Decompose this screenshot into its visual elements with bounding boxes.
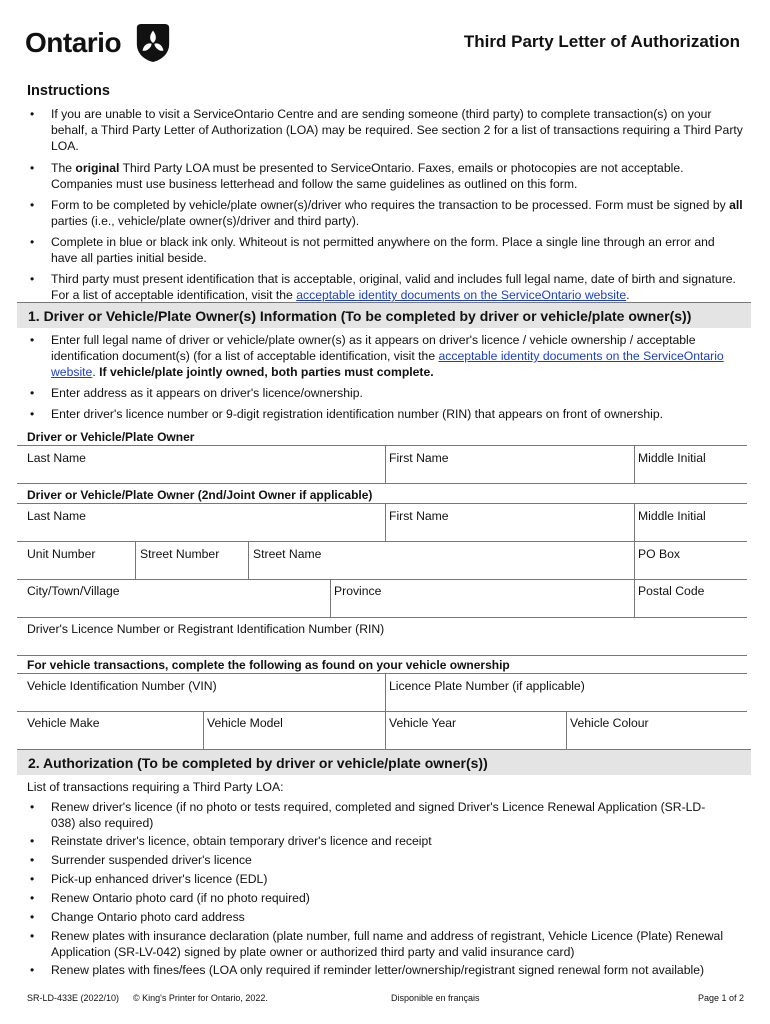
province-label: Province xyxy=(334,584,382,598)
owner2-heading: Driver or Vehicle/Plate Owner (2nd/Joint Owner if applicable) xyxy=(27,488,373,502)
section1-instructions xyxy=(27,332,743,422)
vehicle-model-field[interactable] xyxy=(204,732,384,748)
document-title: Third Party Letter of Authorization xyxy=(463,32,740,51)
first-name-field-2[interactable] xyxy=(386,524,633,540)
transactions-intro: List of transactions requiring a Third Party LOA: xyxy=(27,780,284,794)
unit-number-field[interactable] xyxy=(18,562,134,578)
transactions-list xyxy=(27,799,727,978)
instruction-item: • Complete in blue or black ink only. Whiteout is not permitted anywhere on the form. Place a single line through an error and have all parties initial beside. xyxy=(27,234,743,266)
licence-number-label: Driver's Licence Number or Registrant Identification Number (RIN) xyxy=(27,622,385,636)
trillium-logo-icon xyxy=(134,23,172,63)
ontario-wordmark: Ontario xyxy=(25,27,122,58)
page-number: Page 1 of 2 xyxy=(697,993,744,1003)
copyright: © King's Printer for Ontario, 2022. xyxy=(133,993,268,1003)
vehicle-colour-field[interactable] xyxy=(567,732,747,748)
transaction-item: • Renew Ontario photo card (if no photo required) xyxy=(27,890,727,906)
vehicle-colour-label: Vehicle Colour xyxy=(570,716,649,730)
section2-header: 2. Authorization (To be completed by driver or vehicle/plate owner(s)) xyxy=(17,749,751,775)
middle-initial-field[interactable] xyxy=(635,466,747,482)
vehicle-model-label: Vehicle Model xyxy=(207,716,283,730)
instruction-item: • If you are unable to visit a ServiceOntario Centre and are sending someone (third party) to complete transaction(s) on your behalf, a Third Party Letter of Authorization (LOA) may be required. See section 2 for a list of transactions requiring a Third Party LOA. xyxy=(27,106,743,154)
section1-header: 1. Driver or Vehicle/Plate Owner(s) Information (To be completed by driver or vehicle/plate owner(s)) xyxy=(17,302,751,328)
vehicle-heading: For vehicle transactions, complete the following as found on your vehicle ownership xyxy=(27,658,510,672)
section1-instruction-item: • Enter driver's licence number or 9-digit registration identification number (RIN) that appears on front of ownership. xyxy=(27,406,743,422)
vehicle-year-label: Vehicle Year xyxy=(389,716,457,730)
city-field[interactable] xyxy=(18,600,329,616)
vehicle-year-field[interactable] xyxy=(386,732,565,748)
vin-field[interactable] xyxy=(18,694,384,710)
instruction-item: • The original Third Party LOA must be presented to ServiceOntario. Faxes, emails or photocopies are not acceptable. Companies must use business letterhead and follow the same guidelines as outlined on this form. xyxy=(27,160,743,192)
street-name-field[interactable] xyxy=(249,562,633,578)
owner-heading: Driver or Vehicle/Plate Owner xyxy=(27,430,195,444)
postal-code-label: Postal Code xyxy=(638,584,705,598)
vehicle-make-label: Vehicle Make xyxy=(27,716,100,730)
street-number-label: Street Number xyxy=(140,547,220,561)
instruction-item: • Form to be completed by vehicle/plate owner(s)/driver who requires the transaction to be processed. Form must be signed by all parties (i.e., vehicle/plate owner(s)/driver and third party). xyxy=(27,197,743,229)
last-name-field[interactable] xyxy=(18,466,384,482)
middle-initial-field-2[interactable] xyxy=(635,524,747,540)
plate-number-label: Licence Plate Number (if applicable) xyxy=(389,679,585,693)
transaction-item: • Pick-up enhanced driver's licence (EDL) xyxy=(27,871,727,887)
vin-label: Vehicle Identification Number (VIN) xyxy=(27,679,217,693)
transaction-item: • Renew plates with fines/fees (LOA only required if reminder letter/ownership/registrant signed renewal form not available) xyxy=(27,962,727,978)
last-name-label: Last Name xyxy=(27,451,86,465)
form-code: SR-LD-433E (2022/10) xyxy=(27,993,120,1003)
province-field[interactable] xyxy=(331,600,633,616)
unit-number-label: Unit Number xyxy=(27,547,96,561)
middle-initial-label: Middle Initial xyxy=(638,451,706,465)
transaction-item: • Reinstate driver's licence, obtain temporary driver's licence and receipt xyxy=(27,833,727,849)
instructions-list xyxy=(27,106,743,303)
transaction-item: • Renew plates with insurance declaration (plate number, full name and address of registrant, Vehicle Licence (Plate) Renewal Application (SR-LV-042) signed by plate owner or authorized third party and valid insurance card) xyxy=(27,928,727,960)
last-name-label-2: Last Name xyxy=(27,509,86,523)
licence-number-field[interactable] xyxy=(18,638,747,654)
middle-initial-label-2: Middle Initial xyxy=(638,509,706,523)
acceptable-id-link[interactable]: acceptable identity documents on the ServiceOntario website xyxy=(296,288,627,302)
first-name-label-2: First Name xyxy=(389,509,449,523)
last-name-field-2[interactable] xyxy=(18,524,384,540)
ontario-logo xyxy=(25,22,175,68)
transaction-item: • Renew driver's licence (if no photo or tests required, completed and signed Driver's Licence Renewal Application (SR-LD-038) also required) xyxy=(27,799,727,831)
transaction-item: • Surrender suspended driver's licence xyxy=(27,852,727,868)
instructions-heading: Instructions xyxy=(27,83,110,99)
french-available: Disponible en français xyxy=(391,993,480,1003)
po-box-field[interactable] xyxy=(635,562,747,578)
city-label: City/Town/Village xyxy=(27,584,120,598)
section1-instruction-item: • Enter address as it appears on driver's licence/ownership. xyxy=(27,385,743,401)
instruction-item: • Third party must present identification that is acceptable, original, valid and includes full legal name, date of birth and signature. For a list of acceptable identification, visit the acceptable identity documents on the ServiceOntario website. xyxy=(27,271,743,303)
plate-number-field[interactable] xyxy=(386,694,747,710)
po-box-label: PO Box xyxy=(638,547,680,561)
postal-code-field[interactable] xyxy=(635,600,747,616)
street-number-field[interactable] xyxy=(136,562,247,578)
vehicle-make-field[interactable] xyxy=(18,732,202,748)
street-name-label: Street Name xyxy=(253,547,322,561)
first-name-label: First Name xyxy=(389,451,449,465)
transaction-item: • Change Ontario photo card address xyxy=(27,909,727,925)
acceptable-id-link-2[interactable]: acceptable identity documents on the ServiceOntario website xyxy=(51,349,724,379)
first-name-field[interactable] xyxy=(386,466,633,482)
section1-instruction-item: • Enter full legal name of driver or vehicle/plate owner(s) as it appears on driver's licence / vehicle ownership / acceptable identification document(s) (for a list of acceptable identification, visit the acceptable identity documents on the ServiceOntario website. If vehicle/plate jointly owned, both parties must complete. xyxy=(27,332,743,380)
